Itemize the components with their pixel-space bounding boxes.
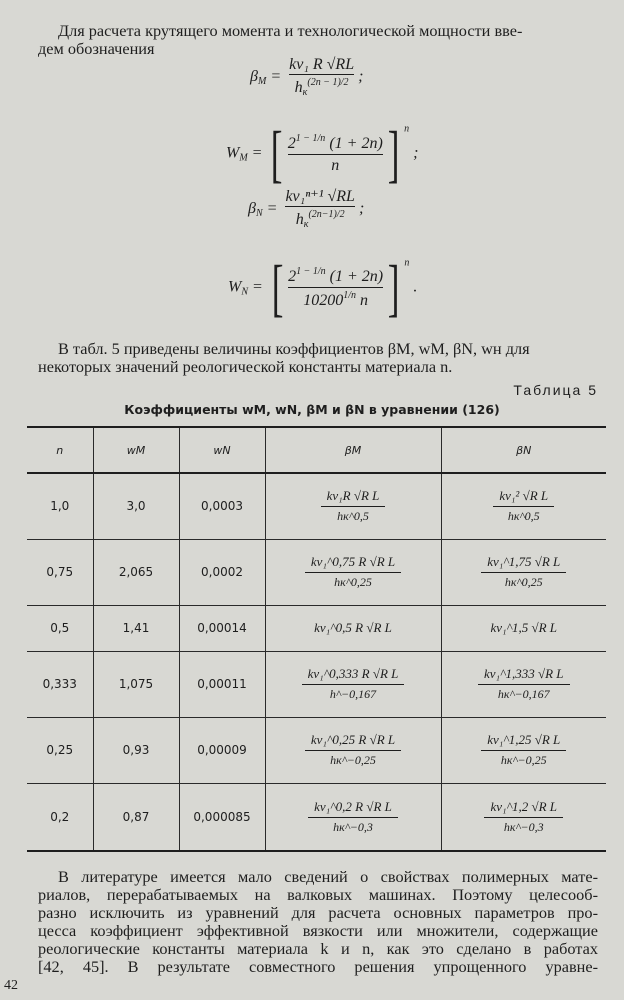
col-header-wn: wN (179, 427, 265, 473)
formula-beta-m-numerator: kv₁ R √RL (289, 56, 355, 73)
table-intro-line-2: некоторых значений реологической константы материала n. (38, 357, 453, 376)
cell-wn: 0,0003 (179, 473, 265, 539)
col-header-wm: wM (93, 427, 179, 473)
cell-wm: 1,41 (93, 605, 179, 651)
cell-wm: 2,065 (93, 539, 179, 605)
formula-w-m: $W_M$ = [ $\frac{2^{1 - 1/n} (1 + 2n)}{n}$ ] $^n$ ; (226, 118, 419, 189)
cell-beta-m: $\frac{\text{kv₁R √R L}}{hк\^{}0,5}$ (265, 473, 441, 539)
cell-wn: 0,00009 (179, 717, 265, 783)
bottom-line-6: [42, 45]. В результате совместного решения упрощенного уравне- (38, 957, 598, 976)
cell-wn: 0,000085 (179, 783, 265, 851)
cell-wm: 0,87 (93, 783, 179, 851)
table-row (27, 539, 606, 605)
cell-beta-n: $\frac{\text{kv₁² √R L}}{hк\^{}0,5}$ (441, 473, 606, 539)
formula-beta-m: $\beta_M$ = kv₁ R √RL $h_к^{(2n - 1)/2}$ ; (250, 56, 364, 99)
intro-line-2: дем обозначения (38, 39, 155, 58)
table-row (27, 717, 606, 783)
cell-n: 0,2 (27, 783, 93, 851)
table-5 (27, 426, 606, 852)
cell-beta-n: kv₁^1,5 √R L (441, 605, 606, 651)
cell-beta-n: $\frac{\text{kv₁\textasciicircum{}1,2 √R L}}{hк\^{}-0,3}$ (441, 783, 606, 851)
cell-n: 0,25 (27, 717, 93, 783)
cell-beta-n: $\frac{\text{kv₁\textasciicircum{}1,333 √R L}}{hк\^{}-0,167}$ (441, 651, 606, 717)
table-row (27, 473, 606, 539)
bottom-line-5: реологические константы материала k и n, как это сделано в работах (38, 939, 598, 958)
cell-wn: 0,0002 (179, 539, 265, 605)
cell-beta-m: $\frac{\text{kv₁\textasciicircum{}0,333 R √R L}}{h\^{}-0,167}$ (265, 651, 441, 717)
cell-wm: 1,075 (93, 651, 179, 717)
cell-wn: 0,00014 (179, 605, 265, 651)
cell-n: 0,333 (27, 651, 93, 717)
bottom-line-2: риалов, перерабатываемых на валковых машинах. Поэтому целесооб- (38, 885, 598, 904)
table-row (27, 651, 606, 717)
intro-line-1: Для расчета крутящего момента и технологической мощности вве- (58, 21, 523, 40)
col-header-beta-m: βM (265, 427, 441, 473)
formula-w-n: $W_N$ = [ $\frac{2^{1 - 1/n} (1 + 2n)}{10200^{1/n} n}$ ] $^n$ . (228, 252, 418, 323)
cell-wn: 0,00011 (179, 651, 265, 717)
cell-wm: 0,93 (93, 717, 179, 783)
table-row (27, 605, 606, 651)
cell-n: 0,5 (27, 605, 93, 651)
formula-beta-n: $\beta_N$ = kv₁ⁿ⁺¹ √RL $h_к^{(2n-1)/2}$ ; (248, 188, 365, 231)
bottom-line-4: цесса коэффициент эффективной вязкости или множители, содержащие (38, 921, 598, 940)
table-header-row (27, 427, 606, 473)
cell-n: 1,0 (27, 473, 93, 539)
cell-beta-m: $\frac{\text{kv₁\textasciicircum{}0,25 R √R L}}{hк\^{}-0,25}$ (265, 717, 441, 783)
col-header-n: n (27, 427, 93, 473)
cell-beta-m: $\frac{\text{kv₁\textasciicircum{}0,2 R √R L}}{hк\^{}-0,3}$ (265, 783, 441, 851)
bottom-line-3: разно исключить из уравнений для расчета основных параметров про- (38, 903, 598, 922)
col-header-beta-n: βN (441, 427, 606, 473)
cell-beta-n: $\frac{\text{kv₁\textasciicircum{}1,25 √R L}}{hк\^{}-0,25}$ (441, 717, 606, 783)
table-row (27, 783, 606, 851)
bottom-line-1: В литературе имеется мало сведений о свойствах полимерных мате- (58, 867, 598, 886)
cell-n: 0,75 (27, 539, 93, 605)
cell-wm: 3,0 (93, 473, 179, 539)
table-caption: Коэффициенты wM, wN, βM и βN в уравнении (126) (124, 402, 500, 417)
table-intro-line-1: В табл. 5 приведены величины коэффициентов βM, wM, βN, wн для (58, 339, 530, 358)
cell-beta-m: kv₁^0,5 R √R L (265, 605, 441, 651)
cell-beta-n: $\frac{\text{kv₁\textasciicircum{}1,75 √R L}}{hк\^{}0,25}$ (441, 539, 606, 605)
cell-beta-m: $\frac{\text{kv₁\textasciicircum{}0,75 R √R L}}{hк\^{}0,25}$ (265, 539, 441, 605)
page-number: 42 (4, 978, 18, 993)
bottom-paragraph (38, 868, 598, 976)
table-label: Таблица 5 (513, 382, 598, 398)
